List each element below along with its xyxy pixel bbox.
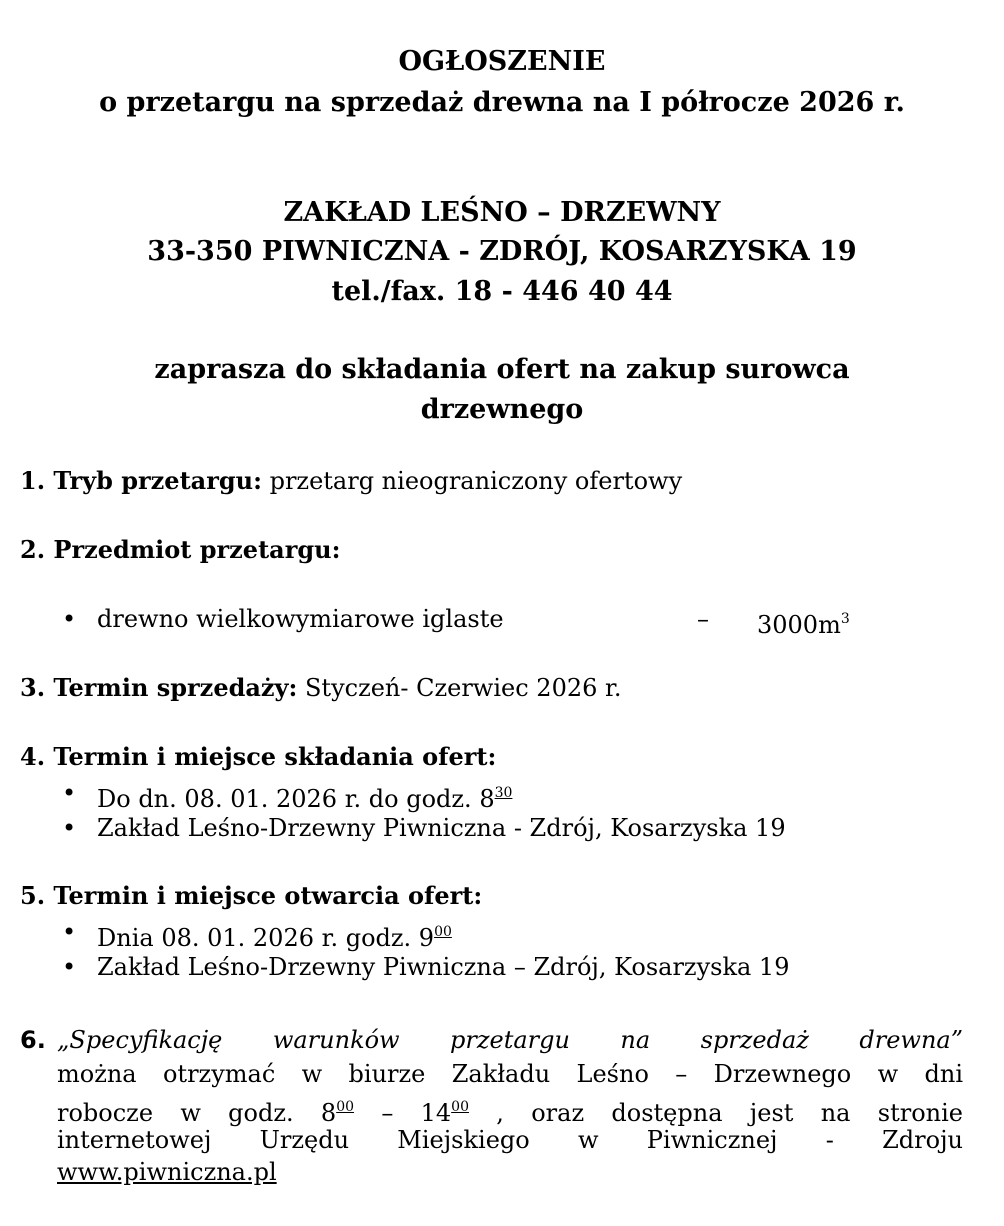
bullet-icon: • [62,918,77,946]
org-name: ZAKŁAD LEŚNO – DRZEWNY [283,197,721,228]
item-4-bullet-2: Zakład Leśno-Drzewny Piwniczna - Zdrój, Kosarzyska 19 [97,814,786,842]
item-3-label: 3. Termin sprzedaży: [20,673,298,702]
doc-title: OGŁOSZENIE [398,46,606,77]
bullet-icon: • [62,953,77,981]
hours-text-3: , oraz dostępna jest na stronie [468,1099,963,1127]
item-6-label: 6. [20,1026,46,1054]
item-6-line-1: „Specyfikację warunków przetargu na sprzedaż drewna” [57,1026,963,1054]
item-6-line-2: można otrzymać w biurze Zakładu Leśno – Drzewnego w dni [57,1060,963,1088]
deadline-minutes: 30 [494,785,513,801]
amount-unit-sup: 3 [840,611,850,627]
item-2-bullet-text: drewno wielkowymiarowe iglaste [97,605,504,633]
hours-text-2: – 14 [354,1099,452,1127]
hours-text: robocze w godz. 8 [57,1099,337,1127]
bullet-icon: • [62,779,77,807]
item-5-bullet-1 [97,915,452,955]
hours-sup-2: 00 [451,1099,469,1115]
opening-text: Dnia 08. 01. 2026 r. godz. 9 [97,924,435,952]
bullet-icon: • [62,605,77,633]
item-1 [20,464,682,498]
item-6-line-4: internetowej Urzędu Miejskiego w Piwnicznej - Zdroju [57,1126,963,1154]
hours-sup-1: 00 [336,1099,355,1115]
item-2-label: 2. Przedmiot przetargu: [20,535,341,564]
deadline-text: Do dn. 08. 01. 2026 r. do godz. 8 [97,785,495,813]
org-address: 33-350 PIWNICZNA - ZDRÓJ, KOSARZYSKA 19 [147,236,857,267]
doc-subtitle: o przetargu na sprzedaż drewna na I półrocze 2026 r. [99,87,905,118]
item-1-text: przetarg nieograniczony ofertowy [261,467,683,495]
item-2-dash: – [697,605,709,633]
org-phone: tel./fax. 18 - 446 40 44 [331,276,673,307]
bullet-icon: • [62,814,77,842]
item-5-bullet-2: Zakład Leśno-Drzewny Piwniczna – Zdrój, Kosarzyska 19 [97,953,790,981]
item-2-amount [757,602,850,642]
invite-line-1: zaprasza do składania ofert na zakup surowca [154,354,850,385]
amount-value: 3000m [757,611,841,639]
opening-minutes: 00 [434,924,452,940]
website-link[interactable]: www.piwniczna.pl [57,1158,277,1186]
item-3-text: Styczeń- Czerwiec 2026 r. [297,674,622,702]
item-1-label: 1. Tryb przetargu: [20,466,262,495]
item-4-bullet-1 [97,776,512,816]
item-3 [20,671,621,705]
item-4-label: 4. Termin i miejsce składania ofert: [20,742,497,771]
item-5-label: 5. Termin i miejsce otwarcia ofert: [20,881,483,910]
invite-line-2: drzewnego [420,394,584,425]
